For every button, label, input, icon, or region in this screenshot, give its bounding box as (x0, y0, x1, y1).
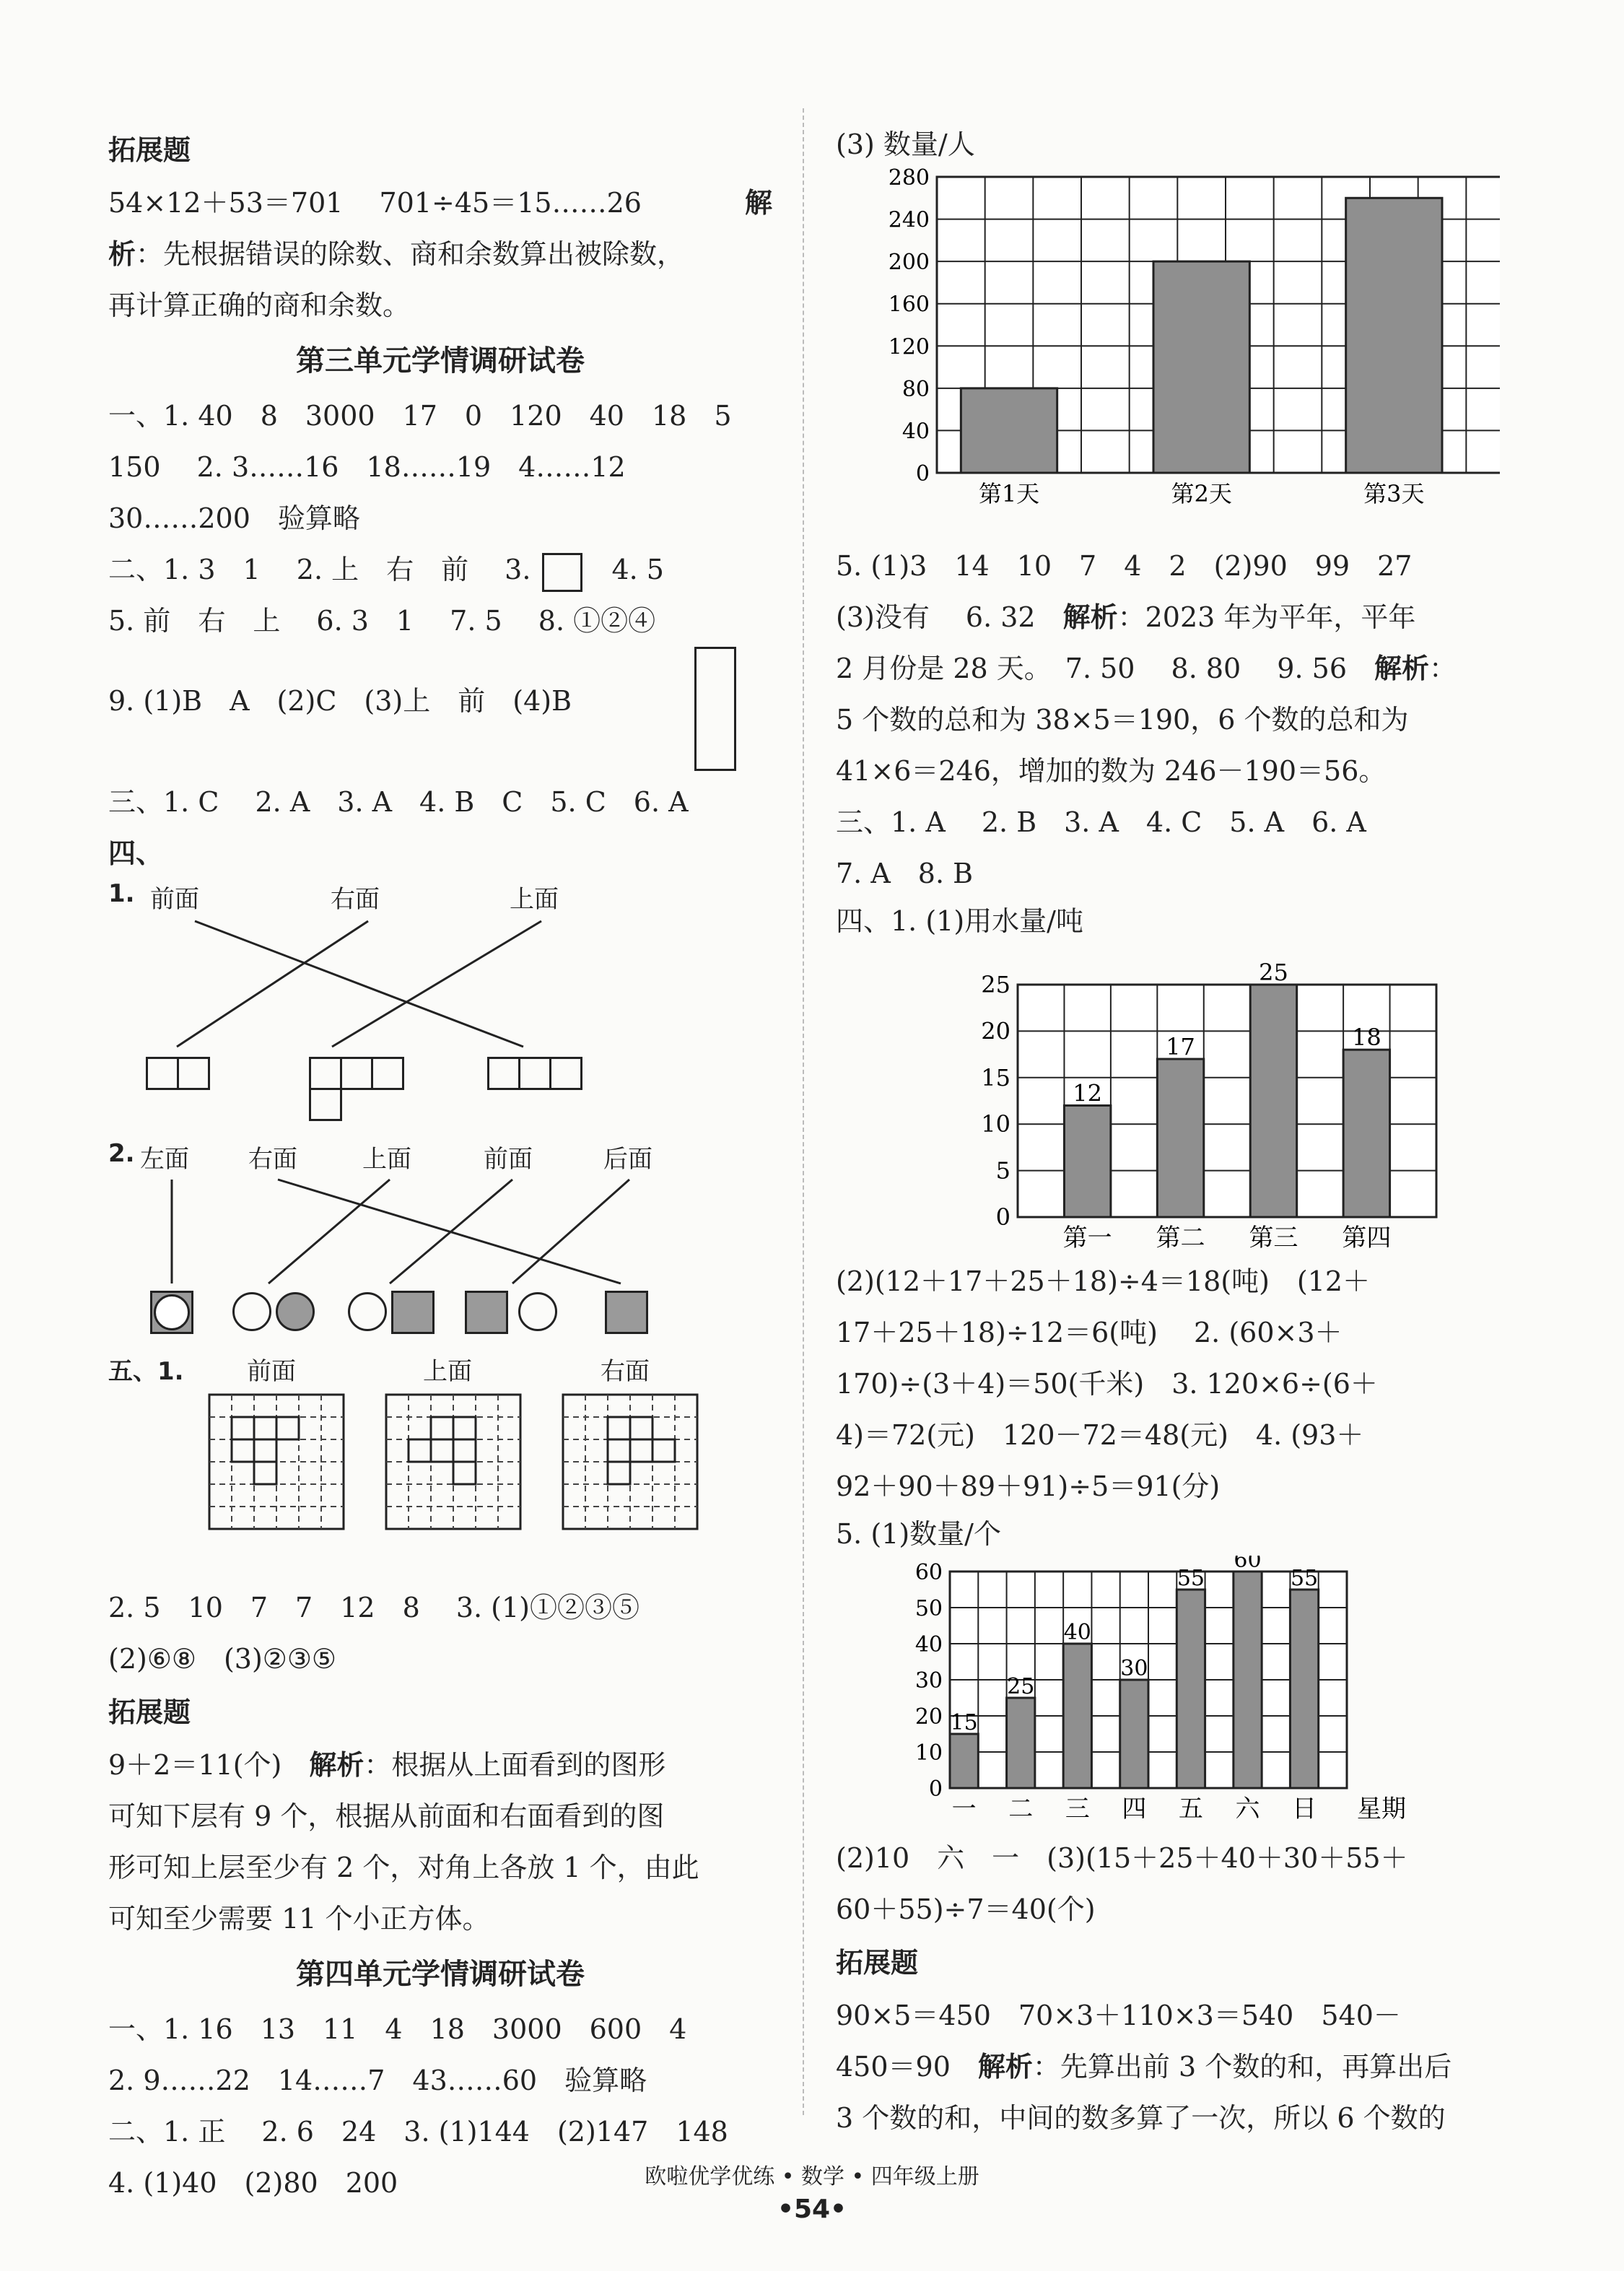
view-square-gray (391, 1291, 435, 1334)
answer-text: ： (1429, 653, 1457, 684)
bar (1250, 985, 1296, 1217)
view-label: 上面 (510, 885, 559, 914)
data-label: 55 (1176, 1566, 1205, 1591)
answer-line: 92＋90＋89＋91)÷5＝91(分) (836, 1470, 1221, 1502)
data-label: 40 (1063, 1620, 1091, 1645)
x-category-label: 第1天 (978, 480, 1040, 507)
view-square (309, 1088, 342, 1121)
view-square (487, 1057, 520, 1090)
y-tick-label: 20 (981, 1017, 1010, 1045)
data-label: 12 (1073, 1079, 1103, 1107)
right-column (836, 126, 1500, 2144)
answer-text: ：先算出前 3 个数的和，再算出后 (1032, 2051, 1452, 2083)
x-category-label: 日 (1292, 1795, 1317, 1823)
answer-line: (2)⑥⑧ (3)②③⑤ (108, 1643, 336, 1675)
answer-text: ：先根据错误的除数、商和余数算出被除数， (136, 238, 685, 270)
bar-chart-water (836, 943, 1500, 1253)
bar-chart-visitors (836, 162, 1500, 538)
view-label: 右面 (248, 1145, 297, 1174)
view-square-gray (465, 1291, 508, 1334)
bar (1176, 1590, 1205, 1788)
answer-text: 450＝90 (836, 2051, 978, 2083)
view-circle (348, 1292, 387, 1331)
data-label: 17 (1166, 1033, 1195, 1061)
y-tick-label: 80 (902, 376, 930, 402)
x-axis-label: 星期 (1357, 1795, 1406, 1823)
y-tick-label: 25 (981, 971, 1010, 998)
matching-lines (108, 879, 772, 1060)
x-category-label: 二 (1008, 1795, 1034, 1823)
answer-line (836, 643, 1500, 694)
chart-label: 四、1. (1)用水量/吨 (836, 905, 1083, 937)
bar (1120, 1680, 1148, 1788)
matching-lines (108, 1139, 772, 1356)
y-tick-label: 0 (915, 461, 930, 487)
view-label: 上面 (423, 1357, 472, 1386)
grid-figures (108, 1351, 772, 1582)
answer-line: 17＋25＋18)÷12＝6(吨) 2. (60×3＋ (836, 1317, 1343, 1348)
y-tick-label: 280 (888, 165, 930, 191)
bar (1346, 198, 1442, 473)
answer-line-with-figure (108, 647, 772, 755)
y-tick-label: 20 (914, 1704, 943, 1730)
y-tick-label: 60 (914, 1560, 943, 1585)
view-square (309, 1057, 342, 1090)
bar (1007, 1698, 1035, 1788)
extension-heading: 拓展题 (108, 1696, 191, 1728)
answer-line: 可知下层有 9 个，根据从前面和右面看到的图 (108, 1800, 665, 1832)
footer-book-title: 欧啦优学优练 • 数学 • 四年级上册 (645, 2164, 979, 2189)
y-tick-label: 5 (995, 1156, 1010, 1185)
analysis-tag: 解 (744, 187, 772, 219)
y-tick-label: 10 (914, 1740, 943, 1766)
bar (950, 1734, 978, 1788)
answer-line: (2)10 六 一 (3)(15＋25＋40＋30＋55＋ (836, 1842, 1408, 1874)
answer-line: 170)÷(3＋4)＝50(千米) 3. 120×6÷(6＋ (836, 1368, 1378, 1400)
x-category-label: 一 (951, 1795, 977, 1823)
view-label: 后面 (603, 1145, 652, 1174)
analysis-tag: 解析 (309, 1749, 364, 1781)
view-matching-2 (108, 1139, 772, 1356)
answer-line (836, 592, 1500, 643)
answer-line: (2)(12＋17＋25＋18)÷4＝18(吨) (12＋ (836, 1265, 1371, 1297)
view-circle (154, 1294, 190, 1330)
x-category-label: 第一 (1062, 1224, 1112, 1252)
y-tick-label: 10 (981, 1110, 1010, 1138)
x-category-label: 四 (1122, 1795, 1147, 1823)
y-tick-label: 40 (914, 1632, 943, 1657)
answer-line: 7. A 8. B (836, 858, 974, 889)
answer-text: 9. (1)B A (2)C (3)上 前 (4)B (108, 685, 572, 717)
answer-text: ：根据从上面看到的图形 (364, 1749, 666, 1781)
page-number: •54• (777, 2194, 847, 2224)
y-tick-label: 15 (981, 1063, 1010, 1091)
data-label: 30 (1120, 1656, 1148, 1681)
answer-line (836, 2041, 1500, 2093)
view-label: 右面 (601, 1357, 650, 1386)
answer-line: 可知至少需要 11 个小正方体。 (108, 1903, 490, 1935)
answer-text: (3)没有 6. 32 (836, 601, 1063, 633)
answer-line: 二、1. 正 2. 6 24 3. (1)144 (2)147 148 (108, 2116, 728, 2148)
bar (1064, 1105, 1110, 1217)
answer-line: 再计算正确的商和余数。 (108, 289, 411, 321)
bar (961, 388, 1057, 473)
question-number: 1. (108, 879, 135, 908)
view-label: 上面 (362, 1145, 411, 1174)
x-category-label: 第二 (1156, 1224, 1205, 1252)
answer-text: 4. 5 (611, 554, 664, 585)
y-tick-label: 200 (888, 250, 930, 276)
tall-rectangle-figure (694, 647, 736, 771)
answer-line: 4)＝72(元) 120－72＝48(元) 4. (93＋ (836, 1419, 1364, 1451)
answer-line: 30……200 验算略 (108, 502, 360, 534)
view-square (340, 1057, 373, 1090)
view-square (371, 1057, 404, 1090)
unit3-title: 第三单元学情调研试卷 (296, 344, 585, 378)
x-category-label: 五 (1178, 1795, 1203, 1823)
bar (1153, 261, 1249, 473)
answer-text: 二、1. 3 1 2. 上 右 前 3. (108, 554, 531, 585)
bar (1290, 1590, 1318, 1788)
data-label: 25 (1007, 1674, 1035, 1699)
view-square (146, 1057, 179, 1090)
section-four: 四、 (108, 837, 164, 869)
view-label: 右面 (331, 885, 380, 914)
answer-line: 5. (1)3 14 10 7 4 2 (2)90 99 27 (836, 550, 1413, 582)
answer-line: 2. 9……22 14……7 43……60 验算略 (108, 2065, 647, 2096)
answer-line (108, 178, 772, 229)
analysis-tag: 解析 (977, 2051, 1033, 2083)
question-number: 2. (108, 1139, 135, 1168)
data-label: 55 (1290, 1566, 1319, 1591)
bar (1157, 1059, 1203, 1217)
x-category-label: 第四 (1342, 1224, 1392, 1252)
data-label: 25 (1259, 959, 1288, 986)
answer-line: 3 个数的和，中间的数多算了一次，所以 6 个数的 (836, 2102, 1446, 2134)
answer-text: 54×12＋53＝701 701÷45＝15……26 (108, 187, 642, 219)
x-category-label: 六 (1235, 1795, 1260, 1823)
analysis-tag: 解析 (1374, 653, 1430, 684)
answer-line: 5 个数的总和为 38×5＝190，6 个数的总和为 (836, 704, 1409, 736)
bar (1343, 1050, 1389, 1217)
extension-heading: 拓展题 (108, 134, 191, 166)
answer-line (108, 544, 772, 596)
answer-text: ：2023 年为平年，平年 (1117, 601, 1416, 633)
y-tick-label: 30 (914, 1668, 943, 1694)
view-square (518, 1057, 551, 1090)
view-label: 左面 (140, 1145, 189, 1174)
answer-line: 一、1. 16 13 11 4 18 3000 600 4 (108, 2013, 687, 2045)
data-label: 15 (950, 1710, 978, 1735)
view-circle (232, 1292, 271, 1331)
question-number: 五、1. (108, 1357, 184, 1386)
answer-line: 2. 5 10 7 7 12 8 3. (1)①②③⑤ (108, 1592, 639, 1623)
answer-line: 90×5＝450 70×3＋110×3＝540 540－ (836, 2000, 1401, 2031)
answer-line: 5. 前 右 上 6. 3 1 7. 5 8. ①②④ (108, 605, 656, 637)
square-icon (542, 553, 582, 592)
view-label: 前面 (247, 1357, 296, 1386)
y-tick-label: 0 (928, 1777, 943, 1802)
answer-text: 2 月份是 28 天。 7. 50 8. 80 9. 56 (836, 653, 1374, 684)
chart-label: 5. (1)数量/个 (836, 1518, 1001, 1550)
answer-line: 三、1. A 2. B 3. A 4. C 5. A 6. A (836, 806, 1366, 838)
data-label: 18 (1351, 1024, 1381, 1052)
answer-line: 150 2. 3……16 18……19 4……12 (108, 451, 626, 483)
x-category-label: 三 (1065, 1795, 1090, 1823)
column-divider (803, 108, 804, 2115)
grid-drawing-answers (108, 1351, 772, 1582)
analysis-tag: 析 (108, 238, 136, 270)
answer-line: 三、1. C 2. A 3. A 4. B C 5. C 6. A (108, 786, 689, 818)
x-category-label: 第3天 (1363, 480, 1425, 507)
x-category-label: 第2天 (1171, 480, 1232, 507)
analysis-tag: 解析 (1062, 601, 1118, 633)
chart-label: (3) 数量/人 (836, 128, 975, 160)
y-tick-label: 120 (888, 334, 930, 360)
unit4-title: 第四单元学情调研试卷 (296, 1958, 585, 1991)
left-column (108, 123, 772, 2209)
answer-line (108, 229, 772, 280)
y-tick-label: 0 (995, 1203, 1010, 1231)
answer-text: 9＋2＝11(个) (108, 1749, 310, 1781)
view-square (549, 1057, 582, 1090)
y-tick-label: 40 (902, 419, 930, 445)
bar (1063, 1644, 1091, 1788)
bar (1234, 1572, 1262, 1788)
answer-line (108, 1740, 772, 1791)
view-square (177, 1057, 210, 1090)
y-tick-label: 240 (888, 207, 930, 233)
answer-line: 4. (1)40 (2)80 200 (108, 2167, 398, 2199)
view-matching-1 (108, 879, 772, 1060)
bar-chart-count (836, 1556, 1500, 1830)
view-label: 前面 (484, 1145, 533, 1174)
data-label: 60 (1234, 1556, 1262, 1573)
x-category-label: 第三 (1249, 1224, 1298, 1252)
view-label: 前面 (150, 885, 199, 914)
view-circle-gray (276, 1292, 315, 1331)
answer-line: 60＋55)÷7＝40(个) (836, 1893, 1096, 1925)
answer-line: 形可知上层至少有 2 个，对角上各放 1 个，由此 (108, 1852, 699, 1883)
y-tick-label: 160 (888, 292, 930, 318)
extension-heading: 拓展题 (836, 1947, 919, 1979)
view-circle (518, 1292, 557, 1331)
view-square-gray (605, 1291, 648, 1334)
answer-line: 41×6＝246，增加的数为 246－190＝56。 (836, 755, 1387, 787)
answer-line: 一、1. 40 8 3000 17 0 120 40 18 5 (108, 400, 732, 432)
y-tick-label: 50 (914, 1596, 943, 1621)
